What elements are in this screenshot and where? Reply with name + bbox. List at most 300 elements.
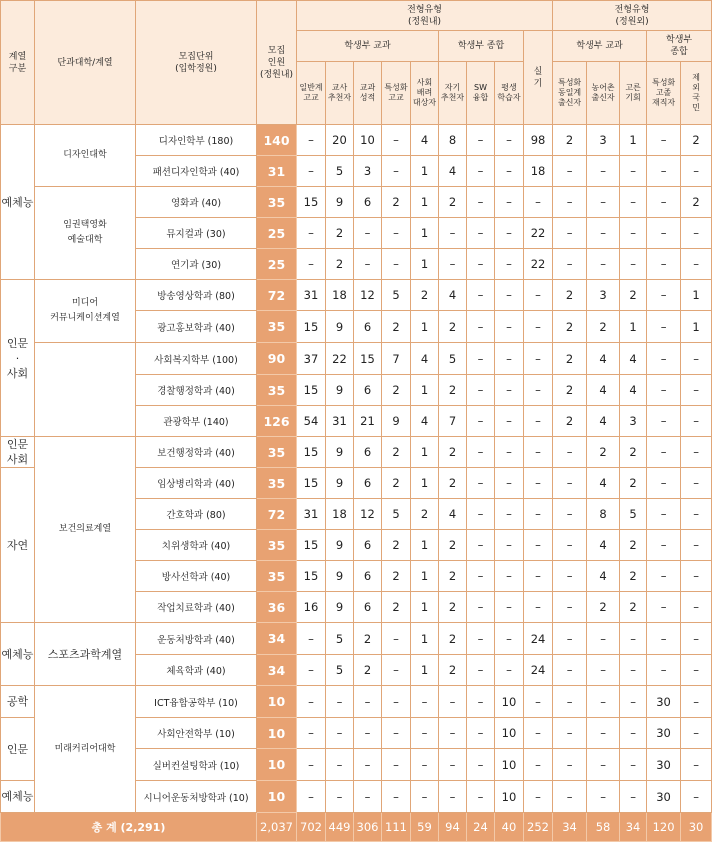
- value-cell: 6: [354, 187, 382, 218]
- capacity-cell: 72: [257, 280, 297, 311]
- value-cell: 9: [382, 406, 411, 437]
- value-cell: –: [495, 468, 524, 499]
- value-cell: –: [620, 187, 647, 218]
- value-cell: 5: [382, 280, 411, 311]
- value-cell: 2: [326, 218, 354, 249]
- subheader-cell: 특성화 고졸 재직자: [647, 62, 681, 125]
- value-cell: 18: [524, 156, 553, 187]
- value-cell: 9: [326, 561, 354, 592]
- value-cell: –: [467, 343, 495, 375]
- value-cell: –: [647, 280, 681, 311]
- value-cell: –: [587, 249, 620, 280]
- value-cell: –: [439, 218, 467, 249]
- capacity-cell: 10: [257, 749, 297, 781]
- value-cell: 2: [411, 280, 439, 311]
- value-cell: –: [553, 249, 587, 280]
- unit-cell: 관광학부 (140): [136, 406, 257, 437]
- value-cell: –: [495, 218, 524, 249]
- value-cell: –: [326, 781, 354, 813]
- value-cell: –: [467, 592, 495, 623]
- value-cell: 15: [297, 530, 326, 561]
- value-cell: –: [524, 592, 553, 623]
- value-cell: 1: [411, 375, 439, 406]
- value-cell: 24: [524, 655, 553, 686]
- college-cell: 미래커리어대학: [35, 686, 136, 813]
- value-cell: –: [681, 623, 712, 655]
- value-cell: 9: [326, 437, 354, 468]
- value-cell: 31: [297, 280, 326, 311]
- value-cell: –: [467, 655, 495, 686]
- value-cell: –: [553, 718, 587, 749]
- value-cell: 9: [326, 530, 354, 561]
- value-cell: –: [647, 156, 681, 187]
- value-cell: 12: [354, 499, 382, 530]
- unit-cell: 영화과 (40): [136, 187, 257, 218]
- value-cell: 2: [439, 187, 467, 218]
- total-capacity: 2,037: [257, 813, 297, 842]
- header-outside-title: 전형유형 (정원외): [553, 1, 712, 31]
- value-cell: –: [553, 592, 587, 623]
- value-cell: –: [647, 437, 681, 468]
- value-cell: –: [467, 530, 495, 561]
- unit-cell: 광고홍보학과 (40): [136, 311, 257, 343]
- value-cell: 15: [297, 468, 326, 499]
- value-cell: –: [467, 125, 495, 156]
- value-cell: –: [587, 156, 620, 187]
- unit-cell: 보건행정학과 (40): [136, 437, 257, 468]
- value-cell: –: [326, 749, 354, 781]
- value-cell: –: [382, 156, 411, 187]
- header-inside-title: 전형유형 (정원내): [297, 1, 553, 31]
- unit-cell: 실버컨설팅학과 (10): [136, 749, 257, 781]
- value-cell: 2: [354, 623, 382, 655]
- value-cell: 2: [354, 655, 382, 686]
- value-cell: –: [354, 686, 382, 718]
- value-cell: –: [553, 218, 587, 249]
- value-cell: –: [681, 156, 712, 187]
- value-cell: 2: [439, 623, 467, 655]
- value-cell: 12: [354, 280, 382, 311]
- table-header: [1, 1, 712, 125]
- value-cell: –: [681, 530, 712, 561]
- value-cell: –: [439, 749, 467, 781]
- value-cell: –: [524, 530, 553, 561]
- value-cell: –: [587, 749, 620, 781]
- value-cell: 2: [411, 499, 439, 530]
- value-cell: 3: [620, 406, 647, 437]
- value-cell: 10: [495, 781, 524, 813]
- value-cell: –: [553, 561, 587, 592]
- total-value-cell: 59: [411, 813, 439, 842]
- value-cell: 8: [439, 125, 467, 156]
- value-cell: –: [297, 156, 326, 187]
- capacity-cell: 35: [257, 375, 297, 406]
- value-cell: 2: [439, 375, 467, 406]
- college-cell: 스포츠과학계열: [35, 623, 136, 686]
- value-cell: 9: [326, 311, 354, 343]
- subheader-cell: 특성화 고교: [382, 62, 411, 125]
- college-cell: 임권택영화 예술대학: [35, 187, 136, 280]
- total-value-cell: 34: [620, 813, 647, 842]
- value-cell: 1: [620, 311, 647, 343]
- group-cell: 공학: [1, 686, 35, 718]
- value-cell: 2: [681, 125, 712, 156]
- value-cell: –: [524, 686, 553, 718]
- table-row: [1, 187, 712, 218]
- subheader-cell: 평생 학습자: [495, 62, 524, 125]
- value-cell: –: [354, 718, 382, 749]
- college-cell: [35, 343, 136, 437]
- value-cell: –: [681, 592, 712, 623]
- group-cell: 예체능: [1, 623, 35, 686]
- total-label: 총 계 (2,291): [1, 813, 257, 842]
- total-value-cell: 111: [382, 813, 411, 842]
- value-cell: 2: [439, 311, 467, 343]
- value-cell: 3: [587, 280, 620, 311]
- value-cell: 4: [587, 375, 620, 406]
- value-cell: –: [495, 375, 524, 406]
- total-value-cell: 34: [553, 813, 587, 842]
- value-cell: –: [495, 343, 524, 375]
- total-value-cell: 449: [326, 813, 354, 842]
- value-cell: –: [297, 655, 326, 686]
- value-cell: –: [467, 187, 495, 218]
- subheader-cell: 자기 추천자: [439, 62, 467, 125]
- value-cell: –: [587, 718, 620, 749]
- value-cell: 2: [553, 375, 587, 406]
- capacity-cell: 90: [257, 343, 297, 375]
- value-cell: –: [647, 406, 681, 437]
- value-cell: –: [647, 499, 681, 530]
- value-cell: –: [524, 749, 553, 781]
- header-unit: 모집단위 (입학정원): [136, 1, 257, 125]
- value-cell: –: [681, 406, 712, 437]
- value-cell: –: [495, 623, 524, 655]
- value-cell: 2: [382, 375, 411, 406]
- value-cell: –: [495, 530, 524, 561]
- value-cell: 5: [326, 623, 354, 655]
- value-cell: 30: [647, 718, 681, 749]
- capacity-cell: 25: [257, 249, 297, 280]
- unit-cell: 치위생학과 (40): [136, 530, 257, 561]
- value-cell: 15: [297, 311, 326, 343]
- capacity-cell: 35: [257, 311, 297, 343]
- value-cell: –: [467, 156, 495, 187]
- total-value-cell: 306: [354, 813, 382, 842]
- value-cell: –: [495, 280, 524, 311]
- header-outside-jonghap: 학생부 종합: [647, 31, 712, 62]
- value-cell: 15: [297, 375, 326, 406]
- total-value-cell: 252: [524, 813, 553, 842]
- value-cell: –: [524, 561, 553, 592]
- value-cell: –: [524, 187, 553, 218]
- value-cell: 22: [326, 343, 354, 375]
- unit-cell: 방사선학과 (40): [136, 561, 257, 592]
- value-cell: 2: [439, 592, 467, 623]
- value-cell: –: [681, 343, 712, 375]
- total-value-cell: 40: [495, 813, 524, 842]
- value-cell: 2: [382, 592, 411, 623]
- value-cell: –: [587, 218, 620, 249]
- value-cell: –: [297, 718, 326, 749]
- total-value-cell: 24: [467, 813, 495, 842]
- group-cell: 예체능: [1, 781, 35, 813]
- value-cell: 20: [326, 125, 354, 156]
- value-cell: –: [553, 655, 587, 686]
- value-cell: –: [354, 249, 382, 280]
- value-cell: 1: [411, 655, 439, 686]
- value-cell: 2: [620, 468, 647, 499]
- value-cell: –: [647, 125, 681, 156]
- value-cell: –: [524, 468, 553, 499]
- college-cell: 미디어 커뮤니케이션계열: [35, 280, 136, 343]
- value-cell: 4: [620, 375, 647, 406]
- capacity-cell: 34: [257, 623, 297, 655]
- subheader-cell: 제 외 국 민: [681, 62, 712, 125]
- value-cell: –: [553, 468, 587, 499]
- value-cell: 1: [411, 437, 439, 468]
- value-cell: –: [467, 218, 495, 249]
- value-cell: 30: [647, 686, 681, 718]
- value-cell: –: [553, 499, 587, 530]
- value-cell: 6: [354, 311, 382, 343]
- header-inside-jonghap: 학생부 종합: [439, 31, 524, 62]
- value-cell: –: [524, 343, 553, 375]
- value-cell: –: [411, 718, 439, 749]
- value-cell: 2: [439, 468, 467, 499]
- value-cell: –: [553, 437, 587, 468]
- value-cell: –: [620, 623, 647, 655]
- value-cell: 15: [297, 437, 326, 468]
- value-cell: –: [587, 655, 620, 686]
- value-cell: 2: [553, 280, 587, 311]
- value-cell: 2: [439, 561, 467, 592]
- subheader-cell: 교과 성적: [354, 62, 382, 125]
- value-cell: –: [681, 249, 712, 280]
- unit-cell: 사회안전학부 (10): [136, 718, 257, 749]
- capacity-cell: 10: [257, 781, 297, 813]
- value-cell: –: [620, 686, 647, 718]
- value-cell: 7: [382, 343, 411, 375]
- value-cell: 15: [297, 187, 326, 218]
- capacity-cell: 140: [257, 125, 297, 156]
- value-cell: 22: [524, 249, 553, 280]
- value-cell: –: [647, 249, 681, 280]
- value-cell: 21: [354, 406, 382, 437]
- table-row: [1, 437, 712, 468]
- value-cell: –: [620, 749, 647, 781]
- table-row: [1, 343, 712, 375]
- value-cell: –: [297, 249, 326, 280]
- subheader-cell: 사회 배려 대상자: [411, 62, 439, 125]
- value-cell: –: [553, 156, 587, 187]
- group-cell: 인문 · 사회: [1, 280, 35, 437]
- value-cell: –: [326, 718, 354, 749]
- value-cell: –: [467, 718, 495, 749]
- value-cell: –: [467, 468, 495, 499]
- unit-cell: 체육학과 (40): [136, 655, 257, 686]
- value-cell: –: [524, 781, 553, 813]
- value-cell: –: [495, 499, 524, 530]
- value-cell: –: [467, 437, 495, 468]
- value-cell: –: [467, 311, 495, 343]
- value-cell: –: [647, 592, 681, 623]
- value-cell: 31: [326, 406, 354, 437]
- value-cell: –: [681, 749, 712, 781]
- value-cell: 4: [587, 530, 620, 561]
- value-cell: 2: [587, 437, 620, 468]
- value-cell: 6: [354, 530, 382, 561]
- value-cell: –: [553, 781, 587, 813]
- value-cell: –: [553, 187, 587, 218]
- value-cell: 4: [439, 156, 467, 187]
- value-cell: –: [553, 749, 587, 781]
- value-cell: –: [382, 781, 411, 813]
- value-cell: –: [587, 686, 620, 718]
- value-cell: –: [467, 561, 495, 592]
- value-cell: 2: [620, 561, 647, 592]
- total-value-cell: 94: [439, 813, 467, 842]
- value-cell: –: [495, 156, 524, 187]
- value-cell: 16: [297, 592, 326, 623]
- value-cell: 1: [681, 280, 712, 311]
- value-cell: 9: [326, 468, 354, 499]
- total-value-cell: 702: [297, 813, 326, 842]
- value-cell: –: [524, 437, 553, 468]
- subheader-cell: 교사 추천자: [326, 62, 354, 125]
- value-cell: –: [647, 343, 681, 375]
- table-row: [1, 623, 712, 655]
- value-cell: 8: [587, 499, 620, 530]
- value-cell: –: [297, 218, 326, 249]
- value-cell: –: [620, 218, 647, 249]
- value-cell: 10: [495, 686, 524, 718]
- value-cell: –: [382, 655, 411, 686]
- value-cell: –: [382, 718, 411, 749]
- college-cell: 보건의료계열: [35, 437, 136, 623]
- header-college: 단과대학/계열: [35, 1, 136, 125]
- value-cell: 4: [587, 406, 620, 437]
- value-cell: 7: [439, 406, 467, 437]
- value-cell: –: [382, 125, 411, 156]
- value-cell: 5: [382, 499, 411, 530]
- value-cell: –: [297, 125, 326, 156]
- value-cell: 2: [587, 592, 620, 623]
- value-cell: –: [647, 655, 681, 686]
- value-cell: 6: [354, 561, 382, 592]
- value-cell: 2: [439, 437, 467, 468]
- value-cell: 1: [620, 125, 647, 156]
- header-capacity: 모집 인원 (정원내): [257, 1, 297, 125]
- capacity-cell: 31: [257, 156, 297, 187]
- value-cell: 2: [382, 468, 411, 499]
- value-cell: 37: [297, 343, 326, 375]
- value-cell: –: [620, 718, 647, 749]
- value-cell: –: [382, 218, 411, 249]
- capacity-cell: 72: [257, 499, 297, 530]
- unit-cell: 사회복지학부 (100): [136, 343, 257, 375]
- value-cell: –: [467, 375, 495, 406]
- value-cell: –: [681, 437, 712, 468]
- total-value-cell: 30: [681, 813, 712, 842]
- capacity-cell: 35: [257, 437, 297, 468]
- value-cell: 4: [439, 280, 467, 311]
- value-cell: 1: [411, 249, 439, 280]
- value-cell: 9: [326, 592, 354, 623]
- value-cell: 5: [326, 156, 354, 187]
- value-cell: –: [524, 311, 553, 343]
- value-cell: –: [495, 187, 524, 218]
- value-cell: –: [495, 592, 524, 623]
- value-cell: 10: [495, 749, 524, 781]
- value-cell: –: [382, 749, 411, 781]
- value-cell: –: [297, 623, 326, 655]
- value-cell: –: [524, 406, 553, 437]
- value-cell: –: [681, 655, 712, 686]
- value-cell: 2: [620, 280, 647, 311]
- value-cell: 2: [382, 311, 411, 343]
- value-cell: 4: [411, 125, 439, 156]
- capacity-cell: 126: [257, 406, 297, 437]
- value-cell: 6: [354, 375, 382, 406]
- value-cell: –: [495, 561, 524, 592]
- value-cell: –: [439, 249, 467, 280]
- value-cell: 15: [297, 561, 326, 592]
- header-inside-gyogwa: 학생부 교과: [297, 31, 439, 62]
- value-cell: –: [439, 781, 467, 813]
- subheader-cell: 농어촌 출신자: [587, 62, 620, 125]
- value-cell: 1: [411, 156, 439, 187]
- value-cell: –: [439, 718, 467, 749]
- value-cell: 2: [553, 125, 587, 156]
- value-cell: –: [467, 499, 495, 530]
- value-cell: 30: [647, 781, 681, 813]
- value-cell: 2: [439, 530, 467, 561]
- value-cell: 4: [620, 343, 647, 375]
- value-cell: –: [467, 749, 495, 781]
- unit-cell: 경찰행정학과 (40): [136, 375, 257, 406]
- value-cell: 1: [411, 311, 439, 343]
- value-cell: –: [411, 686, 439, 718]
- value-cell: –: [647, 561, 681, 592]
- value-cell: 1: [411, 530, 439, 561]
- value-cell: –: [495, 249, 524, 280]
- value-cell: 1: [411, 592, 439, 623]
- value-cell: –: [354, 749, 382, 781]
- value-cell: –: [467, 623, 495, 655]
- value-cell: –: [495, 311, 524, 343]
- value-cell: –: [553, 686, 587, 718]
- value-cell: –: [587, 187, 620, 218]
- value-cell: 2: [382, 437, 411, 468]
- value-cell: 2: [681, 187, 712, 218]
- value-cell: 5: [620, 499, 647, 530]
- value-cell: –: [681, 686, 712, 718]
- value-cell: 1: [411, 468, 439, 499]
- value-cell: –: [297, 686, 326, 718]
- group-cell: 예체능: [1, 125, 35, 280]
- value-cell: 3: [587, 125, 620, 156]
- value-cell: –: [326, 686, 354, 718]
- value-cell: –: [411, 749, 439, 781]
- value-cell: –: [524, 280, 553, 311]
- value-cell: –: [681, 718, 712, 749]
- value-cell: 1: [681, 311, 712, 343]
- value-cell: 2: [587, 311, 620, 343]
- value-cell: 3: [354, 156, 382, 187]
- value-cell: –: [524, 375, 553, 406]
- value-cell: –: [553, 530, 587, 561]
